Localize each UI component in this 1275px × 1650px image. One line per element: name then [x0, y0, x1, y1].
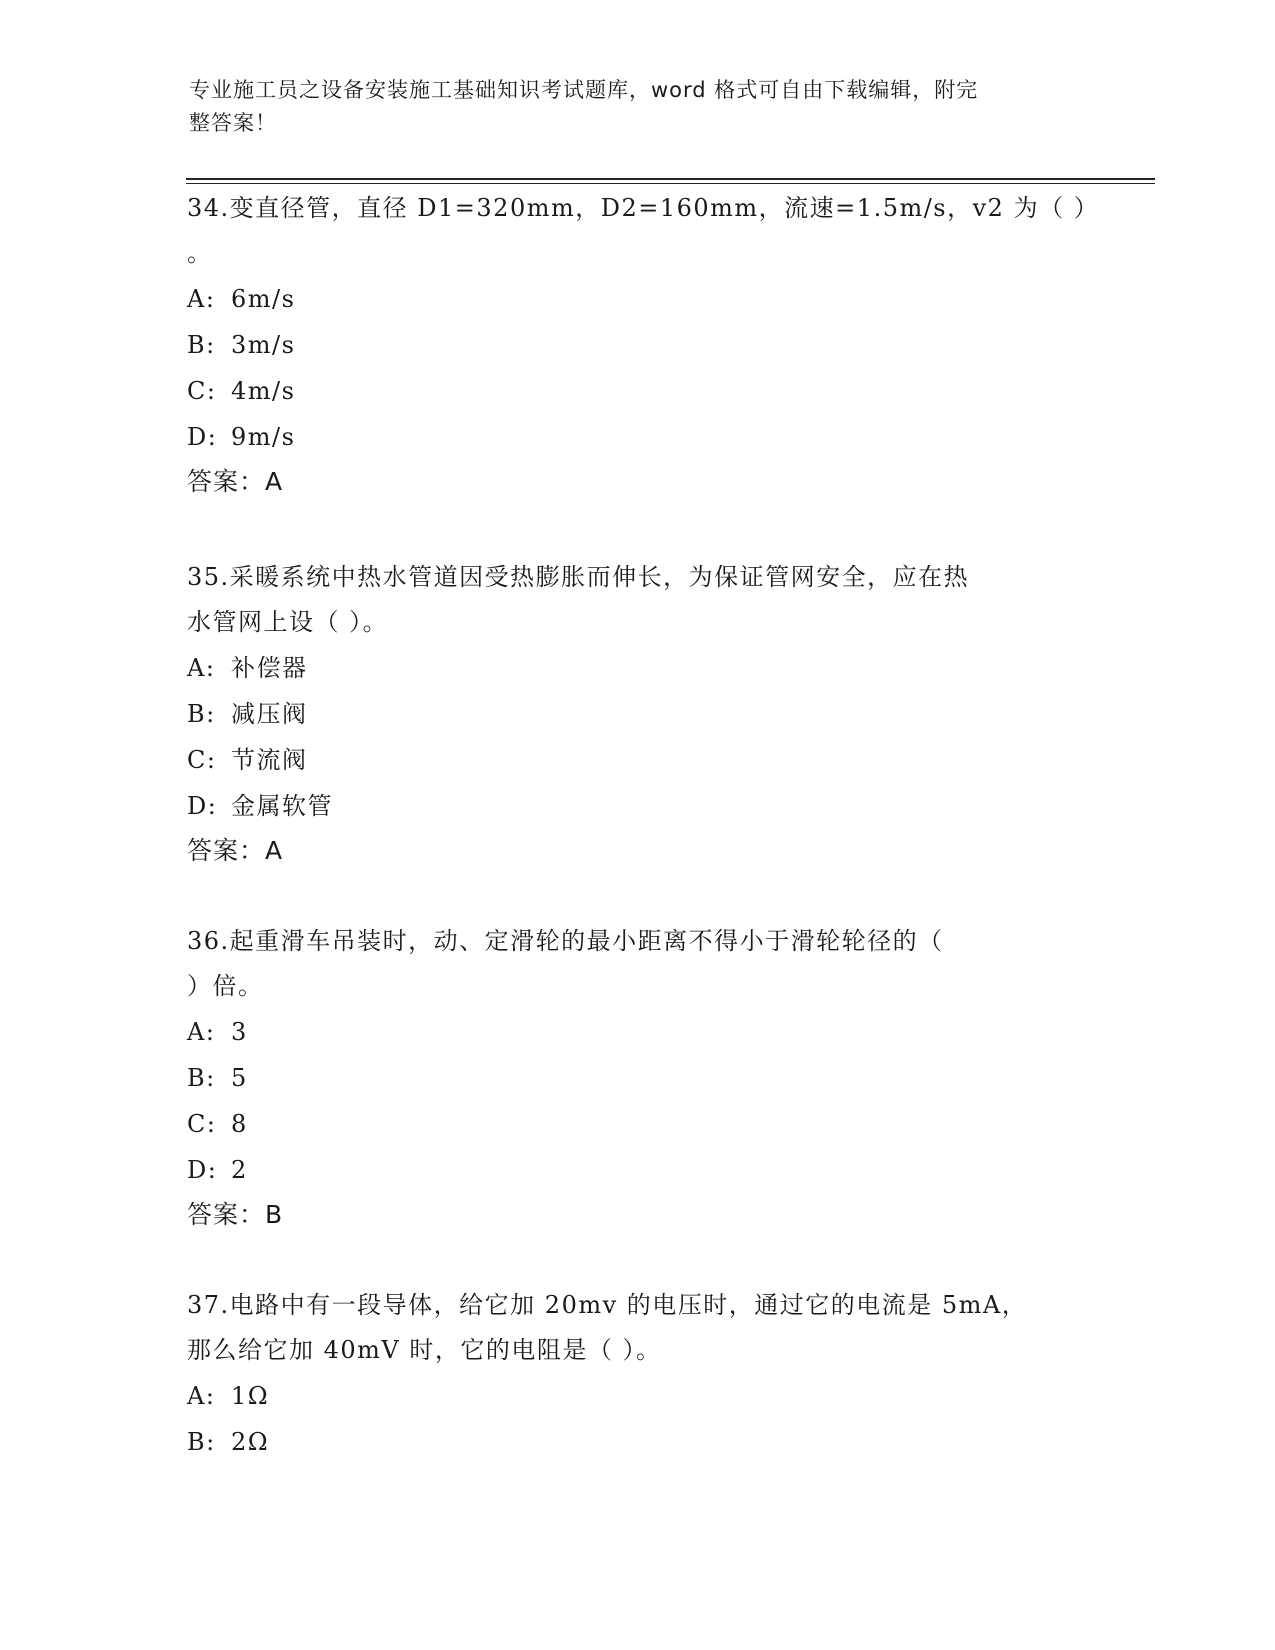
- option-text: 8: [231, 1110, 248, 1138]
- question-text-line: 37.电路中有一段导体，给它加 20mv 的电压时，通过它的电流是 5mA，: [187, 1291, 1028, 1319]
- option-text: 补偿器: [231, 654, 308, 682]
- option-c: [187, 368, 1087, 414]
- question-37: [187, 1283, 1087, 1465]
- question-text-line: 那么给它加 40mV 时，它的电阻是（ ）。: [187, 1336, 662, 1364]
- option-text: 2Ω: [231, 1428, 270, 1456]
- option-text: 3m/s: [231, 331, 296, 359]
- option-text: 6m/s: [231, 285, 296, 313]
- option-label: C:: [187, 1110, 217, 1138]
- header-divider-thick: [186, 178, 1155, 180]
- option-label: A:: [187, 1018, 216, 1046]
- answer-text: 答案：A: [187, 836, 284, 865]
- option-label: A:: [187, 1382, 216, 1410]
- option-d: [187, 783, 1087, 829]
- option-a: [187, 1009, 1087, 1055]
- question-text-line: 34.变直径管，直径 D1=320mm，D2=160mm，流速=1.5m/s，v2 为（ ）: [187, 194, 1100, 222]
- question-text-line: 36.起重滑车吊装时，动、定滑轮的最小距离不得小于滑轮轮径的（: [187, 927, 944, 955]
- question-text-line: 。: [187, 239, 213, 267]
- question-text-line: ）倍。: [187, 972, 264, 1000]
- answer-text: 答案：A: [187, 467, 284, 496]
- option-label: B:: [187, 700, 216, 728]
- question-35: [187, 555, 1087, 873]
- question-text-line: 水管网上设（ ）。: [187, 608, 389, 636]
- option-d: [187, 1147, 1087, 1193]
- document-header: [189, 74, 1069, 140]
- option-text: 2: [231, 1156, 248, 1184]
- option-a: [187, 645, 1087, 691]
- option-label: C:: [187, 746, 217, 774]
- option-c: [187, 1101, 1087, 1147]
- option-text: 1Ω: [231, 1382, 270, 1410]
- question-text-line: 35.采暖系统中热水管道因受热膨胀而伸长，为保证管网安全，应在热: [187, 563, 970, 591]
- option-text: 减压阀: [231, 700, 308, 728]
- option-a: [187, 276, 1087, 322]
- option-text: 5: [231, 1064, 248, 1092]
- option-label: B:: [187, 331, 216, 359]
- option-label: A:: [187, 285, 216, 313]
- option-label: B:: [187, 1428, 216, 1456]
- option-label: B:: [187, 1064, 216, 1092]
- option-text: 3: [231, 1018, 248, 1046]
- header-line-2: 整答案！: [189, 111, 277, 135]
- option-b: [187, 1419, 1087, 1465]
- option-b: [187, 322, 1087, 368]
- header-line-1: 专业施工员之设备安装施工基础知识考试题库，word 格式可自由下载编辑，附完: [189, 78, 979, 102]
- option-label: C:: [187, 377, 217, 405]
- option-a: [187, 1373, 1087, 1419]
- question-36: [187, 919, 1087, 1237]
- option-b: [187, 1055, 1087, 1101]
- option-c: [187, 737, 1087, 783]
- answer-text: 答案：B: [187, 1200, 284, 1229]
- option-d: [187, 414, 1087, 460]
- option-text: 金属软管: [231, 792, 333, 820]
- option-label: A:: [187, 654, 216, 682]
- option-label: D:: [187, 1156, 218, 1184]
- option-text: 4m/s: [231, 377, 296, 405]
- header-divider-thin: [186, 183, 1155, 184]
- option-text: 9m/s: [231, 423, 296, 451]
- option-b: [187, 691, 1087, 737]
- option-text: 节流阀: [231, 746, 308, 774]
- option-label: D:: [187, 423, 218, 451]
- question-34: [187, 186, 1100, 504]
- option-label: D:: [187, 792, 218, 820]
